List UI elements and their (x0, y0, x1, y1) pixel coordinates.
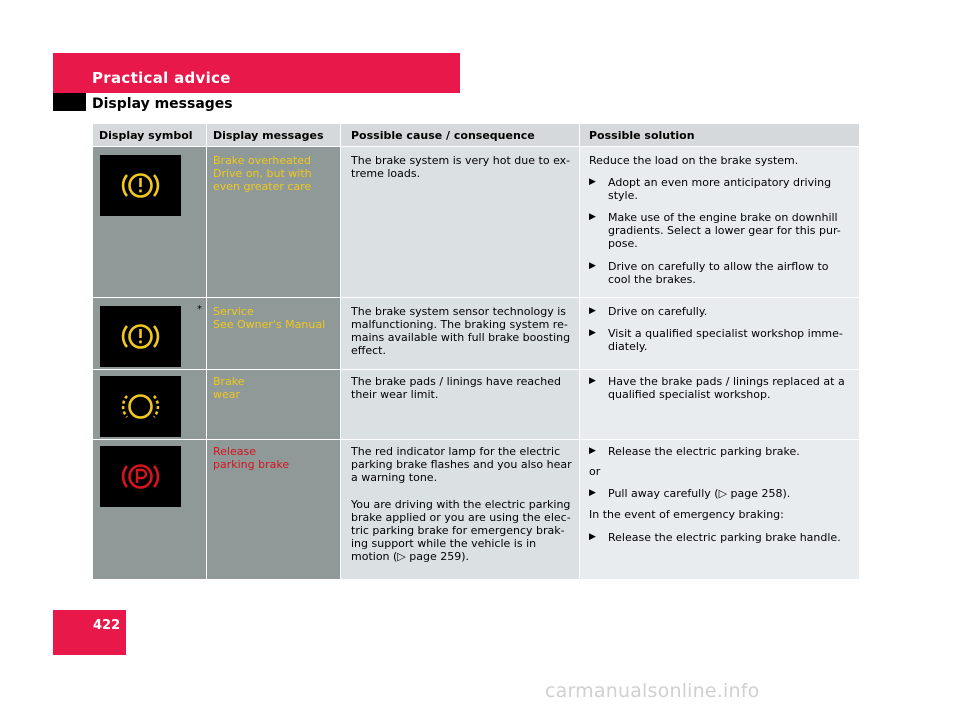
header-display-symbol: Display symbol (99, 129, 193, 142)
message-line: wear (213, 388, 241, 401)
cause-text (351, 305, 570, 357)
bullet-icon: ▶ (589, 446, 596, 456)
message-service (213, 305, 325, 331)
column-divider (340, 124, 341, 579)
section-title: Practical advice (92, 69, 231, 87)
solution-line: gradients. Select a lower gear for this pur- (608, 224, 841, 237)
subsection-marker (53, 93, 86, 111)
message-column (207, 146, 340, 579)
message-line: Release (213, 445, 256, 458)
header-possible-solution: Possible solution (589, 129, 695, 142)
parking-brake-icon (100, 446, 181, 507)
header-possible-cause: Possible cause / consequence (351, 129, 535, 142)
cause-line: The brake pads / linings have reached (351, 375, 561, 388)
brake-warning-icon (100, 155, 181, 216)
solution-line: style. (608, 189, 638, 202)
display-messages-table (93, 124, 859, 579)
solution-line: Drive on carefully to allow the airflow to (608, 260, 829, 273)
message-brake-overheated (213, 154, 312, 193)
solution-or: or (589, 465, 601, 478)
bullet-icon: ▶ (589, 488, 596, 498)
cause-line: a warning tone. (351, 471, 438, 484)
bullet-icon: ▶ (589, 212, 596, 222)
message-release-parking-brake (213, 445, 289, 471)
cause-line: tric parking brake for emergency brak- (351, 524, 565, 537)
header-display-messages: Display messages (213, 129, 324, 142)
row-divider (93, 146, 859, 147)
solution-note: In the event of emergency braking: (589, 508, 784, 521)
cause-line: mains available with full brake boosting (351, 331, 571, 344)
solution-line: Make use of the engine brake on downhill (608, 211, 838, 224)
solution-block (589, 445, 859, 555)
solution-line: diately. (608, 340, 648, 353)
bullet-icon: ▶ (589, 177, 596, 187)
solution-block (589, 375, 859, 405)
message-line: parking brake (213, 458, 290, 471)
solution-line: Release the electric parking brake handle. (608, 531, 841, 544)
cause-text-2 (351, 498, 571, 563)
solution-line: Drive on carefully. (608, 305, 708, 318)
message-line: Drive on, but with (213, 167, 312, 180)
message-line: even greater care (213, 180, 312, 193)
row-divider (93, 439, 859, 440)
cause-text (351, 375, 561, 401)
cause-line: effect. (351, 344, 386, 357)
bullet-icon: ▶ (589, 376, 596, 386)
solution-block (589, 154, 859, 294)
solution-line: Release the electric parking brake. (608, 445, 800, 458)
solution-line: qualified specialist workshop. (608, 388, 771, 401)
cause-line: ing support while the vehicle is in (351, 537, 537, 550)
solution-line: Visit a qualified specialist workshop imme- (608, 327, 843, 340)
page-number: 422 (93, 618, 121, 633)
row-divider (93, 369, 859, 370)
cause-line: treme loads. (351, 167, 421, 180)
solution-line: Pull away carefully (▷ page 258). (608, 487, 791, 500)
message-line: Brake (213, 375, 245, 388)
column-divider (206, 124, 207, 579)
solution-line: cool the brakes. (608, 273, 696, 286)
message-brake-wear (213, 375, 245, 401)
message-line: See Owner's Manual (213, 318, 326, 331)
brake-wear-icon (100, 376, 181, 437)
footnote-asterisk: * (197, 304, 202, 315)
message-line: Brake overheated (213, 154, 311, 167)
brake-warning-icon (100, 306, 181, 367)
message-line: Service (213, 305, 254, 318)
cause-line: motion (▷ page 259). (351, 550, 470, 563)
bullet-icon: ▶ (589, 261, 596, 271)
cause-line: The brake system is very hot due to ex- (351, 154, 571, 167)
row-divider (93, 297, 859, 298)
cause-text (351, 445, 572, 484)
bullet-icon: ▶ (589, 532, 596, 542)
cause-text (351, 154, 570, 180)
solution-line: pose. (608, 237, 638, 250)
cause-line: their wear limit. (351, 388, 439, 401)
solution-intro: Reduce the load on the brake system. (589, 154, 799, 167)
subsection-title: Display messages (92, 96, 233, 112)
solution-line: Have the brake pads / linings replaced at a (608, 375, 845, 388)
watermark: carmanualsonline.info (545, 680, 760, 702)
solution-block (589, 305, 859, 365)
cause-line: The brake system sensor technology is (351, 305, 567, 318)
cause-line: You are driving with the electric parking (351, 498, 571, 511)
cause-line: parking brake flashes and you also hear (351, 458, 572, 471)
cause-line: brake applied or you are using the elec- (351, 511, 571, 524)
column-divider (579, 124, 580, 579)
table-header (93, 124, 859, 146)
solution-line: Adopt an even more anticipatory driving (608, 176, 832, 189)
bullet-icon: ▶ (589, 306, 596, 316)
cause-line: malfunctioning. The braking system re- (351, 318, 568, 331)
cause-line: The red indicator lamp for the electric (351, 445, 561, 458)
bullet-icon: ▶ (589, 328, 596, 338)
